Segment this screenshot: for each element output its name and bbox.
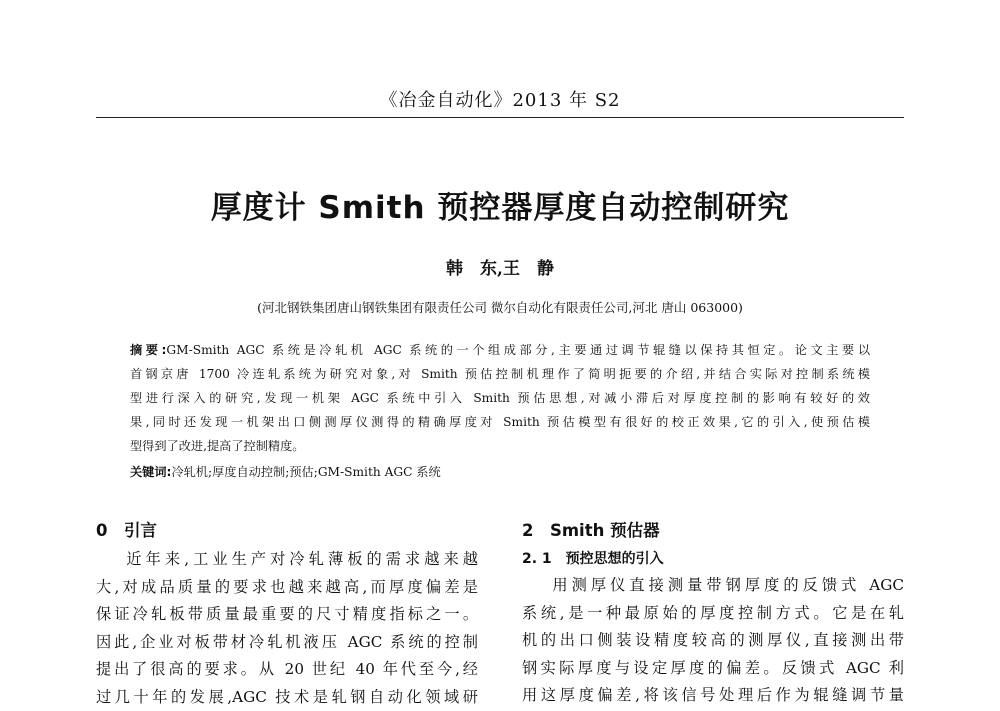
keywords-text: 冷轧机;厚度自动控制;预估;GM-Smith AGC 系统 xyxy=(171,465,440,479)
left-column xyxy=(96,516,478,711)
text-line: 系统,是一种最原始的厚度控制方式。它是在轧 xyxy=(522,600,904,628)
text-line: 过几十年的发展,AGC 技术是轧钢自动化领域研 xyxy=(96,684,478,711)
abstract-line: 果,同时还发现一机架出口侧测厚仪测得的精确厚度对 Smith 预估模型有很好的校正效果,它的引入,使预估模 xyxy=(130,410,870,434)
author-list: 韩 东,王 静 xyxy=(0,254,1000,279)
text-line: 用这厚度偏差,将该信号处理后作为辊缝调节量 xyxy=(522,682,904,710)
text-line: 保证冷轧板带质量最重要的尺寸精度指标之一。 xyxy=(96,601,478,629)
text-line: 用测厚仪直接测量带钢厚度的反馈式 AGC xyxy=(522,572,904,600)
smith-paragraph xyxy=(522,572,904,710)
abstract-line: 型进行深入的研究,发现一机架 AGC 系统中引入 Smith 预估思想,对减小滞后对厚度控制的影响有较好的效 xyxy=(130,386,870,410)
text-line: 机的出口侧装设精度较高的测厚仪,直接测出带 xyxy=(522,627,904,655)
running-head: 《冶金自动化》2013 年 S2 xyxy=(0,86,1000,112)
text-line: 近年来,工业生产对冷轧薄板的需求越来越 xyxy=(96,546,478,574)
keywords-label: 关键词: xyxy=(130,465,171,479)
abstract-line: 首钢京唐 1700 冷连轧系统为研究对象,对 Smith 预估控制机理作了简明扼要的介绍,并结合实际对控制系统模 xyxy=(130,362,870,386)
affiliation: (河北钢铁集团唐山钢铁集团有限责任公司 微尔自动化有限责任公司,河北 唐山 063000) xyxy=(0,298,1000,316)
section-heading-smith: 2 Smith 预估器 xyxy=(522,516,904,546)
abstract-label: 摘要: xyxy=(130,343,166,357)
header-rule xyxy=(96,117,904,118)
abstract-block xyxy=(130,338,870,458)
section-heading-introduction: 0 引言 xyxy=(96,516,478,546)
text-line: 提出了很高的要求。从 20 世纪 40 年代至今,经 xyxy=(96,656,478,684)
right-column xyxy=(522,516,904,710)
subsection-heading: 2. 1 预控思想的引入 xyxy=(522,546,904,572)
text-line: 钢实际厚度与设定厚度的偏差。反馈式 AGC 利 xyxy=(522,655,904,683)
introduction-paragraph xyxy=(96,546,478,711)
text-line: 因此,企业对板带材冷轧机液压 AGC 系统的控制 xyxy=(96,629,478,657)
abstract-text: GM-Smith AGC 系统是冷轧机 AGC 系统的一个组成部分,主要通过调节辊缝以保持其恒定。论文主要以 xyxy=(166,343,870,357)
keywords-block xyxy=(130,460,870,484)
text-line: 大,对成品质量的要求也越来越高,而厚度偏差是 xyxy=(96,574,478,602)
paper-title: 厚度计 Smith 预控器厚度自动控制研究 xyxy=(0,182,1000,227)
abstract-line xyxy=(130,338,870,362)
abstract-line: 型得到了改进,提高了控制精度。 xyxy=(130,434,870,458)
